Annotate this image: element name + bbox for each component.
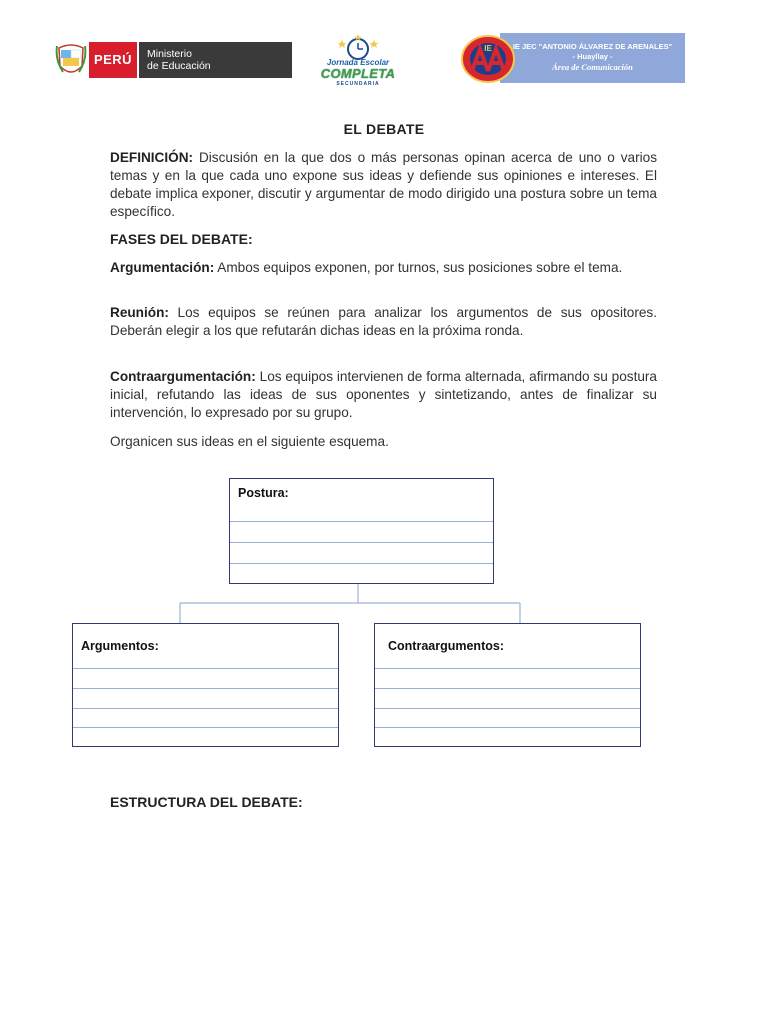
contraargumentos-write-line	[375, 727, 640, 728]
argumentos-label: Argumentos:	[81, 639, 159, 653]
definicion-text: Discusión en la que dos o más personas opinan acerca de uno o varios temas y en la que cada uno expone sus ideas y defiende sus opiniones e intereses. El debate implica exponer, discutir y argumentar de modo dirigido una postura sobre un tema específico.	[110, 150, 657, 219]
argumentos-write-line	[73, 708, 338, 709]
postura-write-line	[230, 542, 493, 543]
postura-box	[229, 478, 494, 584]
estructura-heading: ESTRUCTURA DEL DEBATE:	[110, 794, 303, 810]
fases-heading: FASES DEL DEBATE:	[110, 231, 253, 247]
fase-text: Ambos equipos exponen, por turnos, sus posiciones sobre el tema.	[214, 260, 623, 275]
secundaria-label: SECUNDARIA	[336, 81, 380, 87]
crest-letters: IE	[484, 44, 492, 53]
argumentos-write-line	[73, 688, 338, 689]
contraargumentos-write-line	[375, 708, 640, 709]
fase-label: Argumentación:	[110, 260, 215, 275]
instruction-text: Organicen sus ideas en el siguiente esquema.	[110, 434, 389, 449]
argumentos-write-line	[73, 668, 338, 669]
postura-label: Postura:	[238, 486, 289, 500]
fase-label: Reunión:	[110, 305, 169, 320]
contraargumentos-write-line	[375, 688, 640, 689]
completa-label: COMPLETA	[320, 66, 396, 81]
school-location: - Huayllay -	[572, 52, 613, 61]
ministerio-label: Ministerio de Educación	[139, 42, 292, 78]
jornada-escolar-label: Jornada Escolar	[326, 58, 390, 67]
argumentos-write-line	[73, 727, 338, 728]
school-area: Área de Comunicación	[552, 62, 633, 72]
contraargumentos-box	[374, 623, 641, 747]
argumentos-box	[72, 623, 339, 747]
postura-write-line	[230, 563, 493, 564]
fase-label: Contraargumentación:	[110, 369, 256, 384]
postura-write-line	[230, 521, 493, 522]
contraargumentos-write-line	[375, 668, 640, 669]
fase-text: Los equipos se reúnen para analizar los argumentos de sus opositores. Deberán elegir a los que refutarán dichas ideas en la próxima ronda.	[110, 305, 657, 338]
contraargumentos-label: Contraargumentos:	[388, 639, 504, 653]
fase-text: Los equipos intervienen de forma alternada, afirmando su postura inicial, refutando las ideas de sus oponentes y sintetizando, antes de finalizar su intervención, lo expresado por su grupo.	[110, 369, 657, 420]
peru-label: PERÚ	[89, 42, 137, 78]
definicion-label: DEFINICIÓN:	[110, 150, 194, 165]
school-name: IE JEC "ANTONIO ÁLVAREZ DE ARENALES"	[512, 42, 673, 51]
page-title: EL DEBATE	[343, 121, 425, 137]
